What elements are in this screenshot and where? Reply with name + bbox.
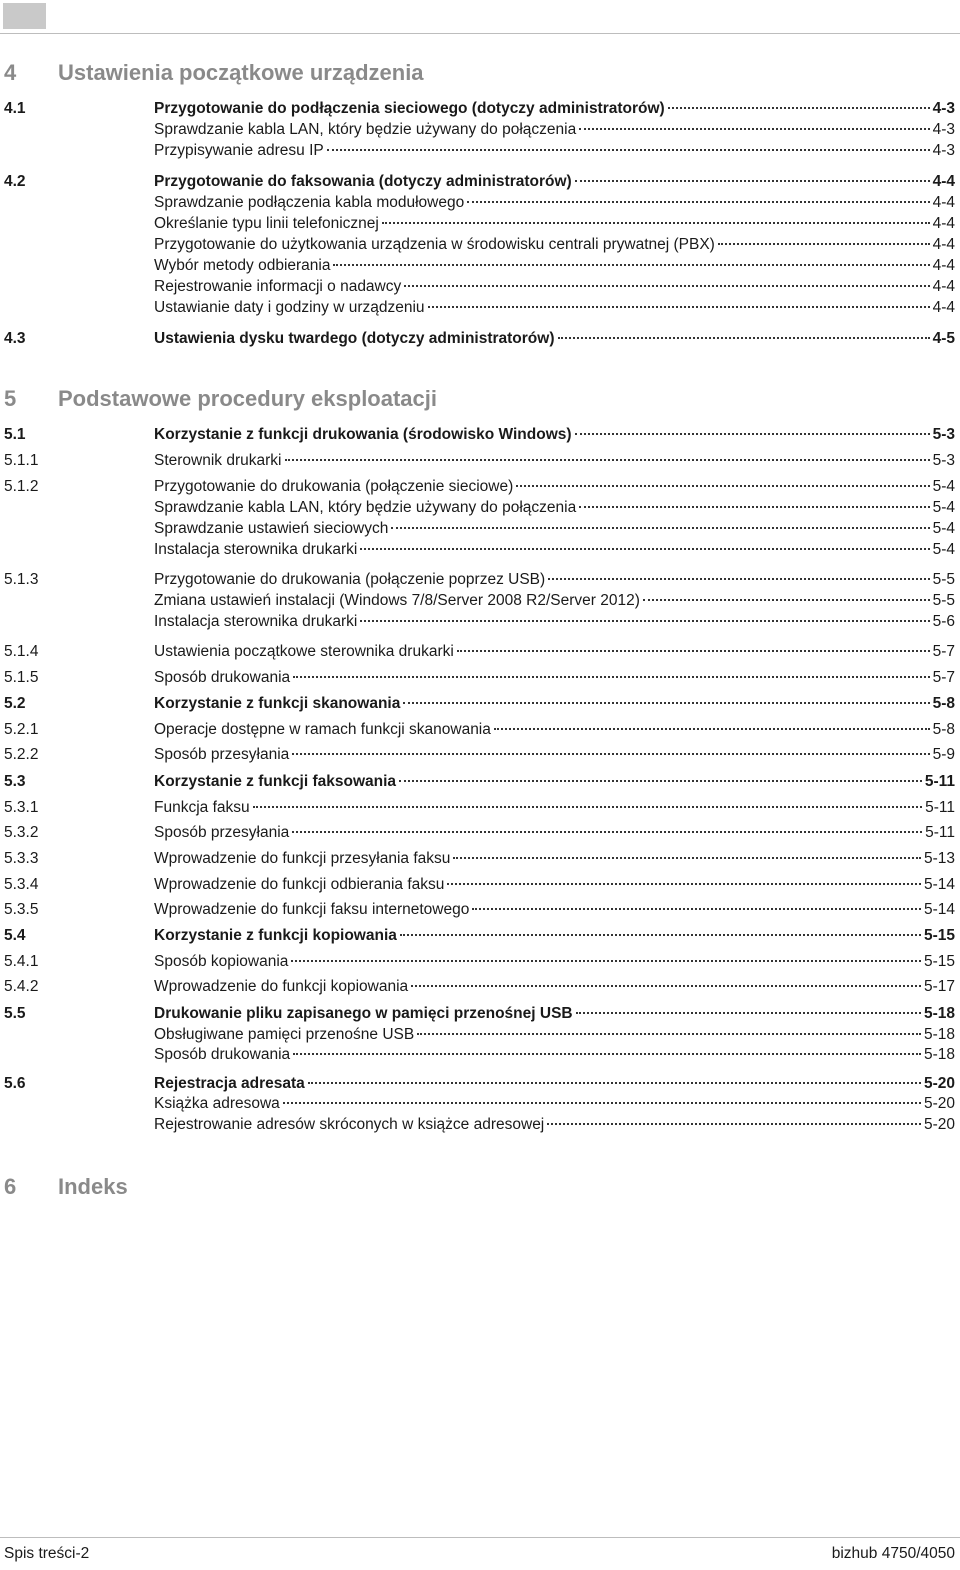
toc-entry[interactable] bbox=[0, 539, 960, 560]
footer-rule bbox=[0, 1537, 960, 1538]
toc-entry-page: 5-5 bbox=[932, 571, 955, 588]
toc-entry-title: Sprawdzanie kabla LAN, który będzie używany do połączenia bbox=[154, 499, 577, 516]
toc-entry-title: Drukowanie pliku zapisanego w pamięci przenośnej USB bbox=[154, 1005, 573, 1022]
toc-entry-page: 5-5 bbox=[932, 592, 955, 609]
chapter-number: 4 bbox=[4, 60, 17, 85]
toc-entry-title: Ustawianie daty i godziny w urządzeniu bbox=[154, 299, 425, 316]
dot-leader bbox=[291, 960, 921, 962]
toc-entry-page: 4-4 bbox=[932, 215, 955, 232]
toc-entry-title: Określanie typu linii telefonicznej bbox=[154, 215, 379, 232]
toc-entry-number: 5.1.3 bbox=[4, 571, 39, 588]
toc-entry-title: Sterownik drukarki bbox=[154, 452, 282, 469]
toc-entry[interactable] bbox=[0, 213, 960, 234]
toc-entry[interactable] bbox=[0, 925, 960, 946]
toc-entry-number: 5.6 bbox=[4, 1075, 26, 1092]
toc-entry-title: Sposób drukowania bbox=[154, 1046, 291, 1063]
toc-entry-title: Funkcja faksu bbox=[154, 799, 250, 816]
dot-leader bbox=[494, 728, 930, 730]
toc-entry-number: 5.4.1 bbox=[4, 953, 39, 970]
toc-entry-title: Korzystanie z funkcji kopiowania bbox=[154, 927, 397, 944]
toc-entry[interactable] bbox=[0, 951, 960, 972]
toc-entry-page: 4-5 bbox=[932, 330, 955, 347]
toc-entry-title: Sposób drukowania bbox=[154, 669, 291, 686]
toc-entry-title: Korzystanie z funkcji faksowania bbox=[154, 773, 397, 790]
toc-entry-title: Wprowadzenie do funkcji przesyłania faksu bbox=[154, 850, 451, 867]
footer-product-name: bizhub 4750/4050 bbox=[831, 1545, 955, 1562]
toc-entry-page: 4-3 bbox=[932, 121, 955, 138]
toc-entry-page: 5-4 bbox=[932, 541, 955, 558]
dot-leader bbox=[579, 128, 929, 130]
toc-entry-page: 5-3 bbox=[932, 452, 955, 469]
dot-leader bbox=[548, 578, 929, 580]
toc-entry[interactable] bbox=[0, 140, 960, 161]
chapter-number: 6 bbox=[4, 1174, 17, 1199]
toc-entry-title: Sposób przesyłania bbox=[154, 824, 290, 841]
toc-entry-number: 5.1.4 bbox=[4, 643, 39, 660]
dot-leader bbox=[575, 433, 930, 435]
toc-entry-page: 5-8 bbox=[932, 721, 955, 738]
toc-entry-title: Rejestrowanie adresów skróconych w książce adresowej bbox=[154, 1116, 545, 1133]
toc-entry[interactable] bbox=[0, 297, 960, 318]
toc-entry-number: 5.1.1 bbox=[4, 452, 39, 469]
dot-leader bbox=[668, 107, 930, 109]
toc-entry-page: 5-7 bbox=[932, 643, 955, 660]
toc-entry[interactable] bbox=[0, 450, 960, 471]
toc-entry-title: Sprawdzanie kabla LAN, który będzie używany do połączenia bbox=[154, 121, 577, 138]
dot-leader bbox=[453, 857, 921, 859]
toc-entry-page: 5-15 bbox=[923, 927, 955, 944]
dot-leader bbox=[643, 599, 930, 601]
toc-entry[interactable] bbox=[0, 797, 960, 818]
toc-entry[interactable] bbox=[0, 1073, 960, 1094]
dot-leader bbox=[575, 180, 930, 182]
toc-entry-title: Zmiana ustawień instalacji (Windows 7/8/Server 2008 R2/Server 2012) bbox=[154, 592, 640, 609]
toc-entry-title: Ustawienia początkowe sterownika drukarki bbox=[154, 643, 454, 660]
toc-entry[interactable] bbox=[0, 234, 960, 255]
dot-leader bbox=[391, 527, 929, 529]
toc-entry[interactable] bbox=[0, 976, 960, 997]
toc-entry[interactable] bbox=[0, 569, 960, 590]
toc-entry-title: Korzystanie z funkcji drukowania (środowisko Windows) bbox=[154, 426, 572, 443]
chapter-heading[interactable] bbox=[0, 1174, 960, 1204]
toc-entry-title: Przygotowanie do użytkowania urządzenia w środowisku centrali prywatnej (PBX) bbox=[154, 236, 715, 253]
toc-entry-page: 5-4 bbox=[932, 478, 955, 495]
dot-leader bbox=[516, 485, 929, 487]
toc-entry[interactable] bbox=[0, 119, 960, 140]
toc-entry[interactable] bbox=[0, 1024, 960, 1045]
toc-entry-title: Wybór metody odbierania bbox=[154, 257, 331, 274]
dot-leader bbox=[558, 337, 930, 339]
toc-entry-number: 4.1 bbox=[4, 100, 26, 117]
toc-entry-number: 4.2 bbox=[4, 173, 26, 190]
toc-entry-page: 5-20 bbox=[923, 1075, 955, 1092]
toc-entry-page: 5-4 bbox=[932, 499, 955, 516]
footer-section-label: Spis treści-2 bbox=[4, 1545, 90, 1562]
header-rule bbox=[0, 33, 960, 34]
toc-entry-title: Korzystanie z funkcji skanowania bbox=[154, 695, 401, 712]
toc-entry[interactable] bbox=[0, 667, 960, 688]
toc-entry-title: Ustawienia dysku twardego (dotyczy administratorów) bbox=[154, 330, 555, 347]
dot-leader bbox=[547, 1123, 921, 1125]
toc-entry-title: Instalacja sterownika drukarki bbox=[154, 541, 358, 558]
toc-entry-page: 4-4 bbox=[932, 236, 955, 253]
toc-entry-page: 5-11 bbox=[924, 773, 955, 790]
toc-entry-page: 5-14 bbox=[923, 876, 955, 893]
toc-entry-title: Książka adresowa bbox=[154, 1095, 280, 1112]
dot-leader bbox=[718, 243, 930, 245]
dot-leader bbox=[292, 831, 922, 833]
toc-entry-page: 5-17 bbox=[923, 978, 955, 995]
toc-entry[interactable] bbox=[0, 328, 960, 349]
toc-entry-page: 5-6 bbox=[932, 613, 955, 630]
toc-entry[interactable] bbox=[0, 899, 960, 920]
toc-entry[interactable] bbox=[0, 98, 960, 119]
dot-leader bbox=[253, 806, 922, 808]
toc-entry[interactable] bbox=[0, 518, 960, 539]
toc-entry-page: 4-4 bbox=[932, 299, 955, 316]
dot-leader bbox=[403, 702, 929, 704]
toc-entry-title: Operacje dostępne w ramach funkcji skanowania bbox=[154, 721, 491, 738]
header-tab-block bbox=[3, 3, 46, 29]
toc-entry-title: Przypisywanie adresu IP bbox=[154, 142, 324, 159]
chapter-heading[interactable] bbox=[0, 386, 960, 416]
dot-leader bbox=[285, 459, 930, 461]
toc-entry-number: 5.5 bbox=[4, 1005, 26, 1022]
toc-entry-title: Sposób kopiowania bbox=[154, 953, 289, 970]
toc-entry-page: 5-18 bbox=[923, 1026, 955, 1043]
dot-leader bbox=[382, 222, 930, 224]
toc-entry-number: 5.3 bbox=[4, 773, 26, 790]
chapter-number: 5 bbox=[4, 386, 17, 411]
toc-entry-page: 5-3 bbox=[932, 426, 955, 443]
toc-entry[interactable] bbox=[0, 1044, 960, 1065]
toc-entry-number: 5.2.1 bbox=[4, 721, 39, 738]
toc-entry-number: 5.1.5 bbox=[4, 669, 39, 686]
dot-leader bbox=[404, 285, 929, 287]
toc-entry-number: 4.3 bbox=[4, 330, 26, 347]
toc-entry-page: 5-20 bbox=[923, 1116, 955, 1133]
toc-entry-number: 5.3.2 bbox=[4, 824, 39, 841]
toc-entry-page: 5-20 bbox=[923, 1095, 955, 1112]
dot-leader bbox=[472, 908, 921, 910]
toc-entry-page: 5-18 bbox=[923, 1005, 955, 1022]
toc-entry-page: 5-9 bbox=[932, 746, 955, 763]
chapter-title: Ustawienia początkowe urządzenia bbox=[58, 60, 424, 85]
chapter-title: Podstawowe procedury eksploatacji bbox=[58, 386, 438, 411]
toc-entry-title: Sposób przesyłania bbox=[154, 746, 290, 763]
dot-leader bbox=[293, 676, 929, 678]
toc-entry-number: 5.3.4 bbox=[4, 876, 39, 893]
dot-leader bbox=[417, 1033, 921, 1035]
toc-entry[interactable] bbox=[0, 874, 960, 895]
dot-leader bbox=[308, 1082, 921, 1084]
toc-entry-page: 4-3 bbox=[932, 100, 955, 117]
dot-leader bbox=[428, 306, 930, 308]
dot-leader bbox=[292, 753, 929, 755]
toc-entry-number: 5.1 bbox=[4, 426, 26, 443]
dot-leader bbox=[411, 985, 921, 987]
toc-entry[interactable] bbox=[0, 590, 960, 611]
toc-entry-page: 4-4 bbox=[932, 278, 955, 295]
dot-leader bbox=[333, 264, 929, 266]
toc-entry-page: 5-11 bbox=[925, 799, 955, 816]
toc-entry-page: 5-7 bbox=[932, 669, 955, 686]
toc-entry[interactable] bbox=[0, 693, 960, 714]
toc-entry[interactable] bbox=[0, 719, 960, 740]
toc-entry-page: 5-11 bbox=[925, 824, 955, 841]
chapter-title: Indeks bbox=[58, 1174, 128, 1199]
toc-entry-title: Sprawdzanie ustawień sieciowych bbox=[154, 520, 389, 537]
chapter-heading[interactable] bbox=[0, 60, 960, 90]
toc-entry-title: Wprowadzenie do funkcji kopiowania bbox=[154, 978, 409, 995]
toc-entry-page: 4-4 bbox=[932, 173, 955, 190]
toc-entry-number: 5.3.1 bbox=[4, 799, 39, 816]
toc-entry-title: Przygotowanie do podłączenia sieciowego (dotyczy administratorów) bbox=[154, 100, 665, 117]
toc-entry[interactable] bbox=[0, 848, 960, 869]
toc-entry-page: 5-4 bbox=[932, 520, 955, 537]
toc-entry-title: Wprowadzenie do funkcji odbierania faksu bbox=[154, 876, 445, 893]
toc-entry[interactable] bbox=[0, 744, 960, 765]
toc-entry[interactable] bbox=[0, 476, 960, 497]
toc-entry-title: Sprawdzanie podłączenia kabla modułowego bbox=[154, 194, 465, 211]
toc-entry-number: 5.2 bbox=[4, 695, 26, 712]
toc-entry-number: 5.1.2 bbox=[4, 478, 39, 495]
toc-entry[interactable] bbox=[0, 771, 960, 792]
dot-leader bbox=[447, 883, 921, 885]
toc-entry-number: 5.2.2 bbox=[4, 746, 39, 763]
dot-leader bbox=[360, 548, 929, 550]
toc-entry-page: 5-14 bbox=[923, 901, 955, 918]
toc-entry-page: 4-4 bbox=[932, 257, 955, 274]
dot-leader bbox=[293, 1053, 921, 1055]
toc-entry-page: 5-15 bbox=[923, 953, 955, 970]
toc-entry[interactable] bbox=[0, 255, 960, 276]
toc-entry-title: Obsługiwane pamięci przenośne USB bbox=[154, 1026, 415, 1043]
toc-entry[interactable] bbox=[0, 424, 960, 445]
toc-entry[interactable] bbox=[0, 641, 960, 662]
toc-entry[interactable] bbox=[0, 611, 960, 632]
dot-leader bbox=[327, 149, 930, 151]
toc-entry[interactable] bbox=[0, 276, 960, 297]
toc-entry[interactable] bbox=[0, 171, 960, 192]
toc-entry-page: 5-18 bbox=[923, 1046, 955, 1063]
toc-entry-number: 5.3.5 bbox=[4, 901, 39, 918]
dot-leader bbox=[457, 650, 930, 652]
toc-entry-page: 5-13 bbox=[923, 850, 955, 867]
dot-leader bbox=[579, 506, 929, 508]
toc-entry-title: Przygotowanie do drukowania (połączenie sieciowe) bbox=[154, 478, 514, 495]
dot-leader bbox=[467, 201, 929, 203]
toc-entry-number: 5.3.3 bbox=[4, 850, 39, 867]
toc-entry-title: Rejestrowanie informacji o nadawcy bbox=[154, 278, 402, 295]
toc-entry[interactable] bbox=[0, 1003, 960, 1024]
toc-entry-number: 5.4.2 bbox=[4, 978, 39, 995]
toc-entry[interactable] bbox=[0, 192, 960, 213]
toc-entry-page: 4-3 bbox=[932, 142, 955, 159]
toc-entry[interactable] bbox=[0, 822, 960, 843]
toc-entry-page: 5-8 bbox=[932, 695, 955, 712]
toc-entry-title: Rejestracja adresata bbox=[154, 1075, 305, 1092]
toc-entry[interactable] bbox=[0, 497, 960, 518]
dot-leader bbox=[400, 934, 921, 936]
toc-entry-number: 5.4 bbox=[4, 927, 26, 944]
toc-entry-title: Instalacja sterownika drukarki bbox=[154, 613, 358, 630]
toc-entry-page: 4-4 bbox=[932, 194, 955, 211]
toc-entry[interactable] bbox=[0, 1093, 960, 1114]
toc-entry[interactable] bbox=[0, 1114, 960, 1135]
toc-entry-title: Przygotowanie do drukowania (połączenie poprzez USB) bbox=[154, 571, 546, 588]
dot-leader bbox=[576, 1012, 921, 1014]
toc-entry-title: Przygotowanie do faksowania (dotyczy administratorów) bbox=[154, 173, 572, 190]
toc-entry-title: Wprowadzenie do funkcji faksu internetowego bbox=[154, 901, 470, 918]
dot-leader bbox=[399, 780, 922, 782]
dot-leader bbox=[283, 1102, 921, 1104]
dot-leader bbox=[360, 620, 929, 622]
